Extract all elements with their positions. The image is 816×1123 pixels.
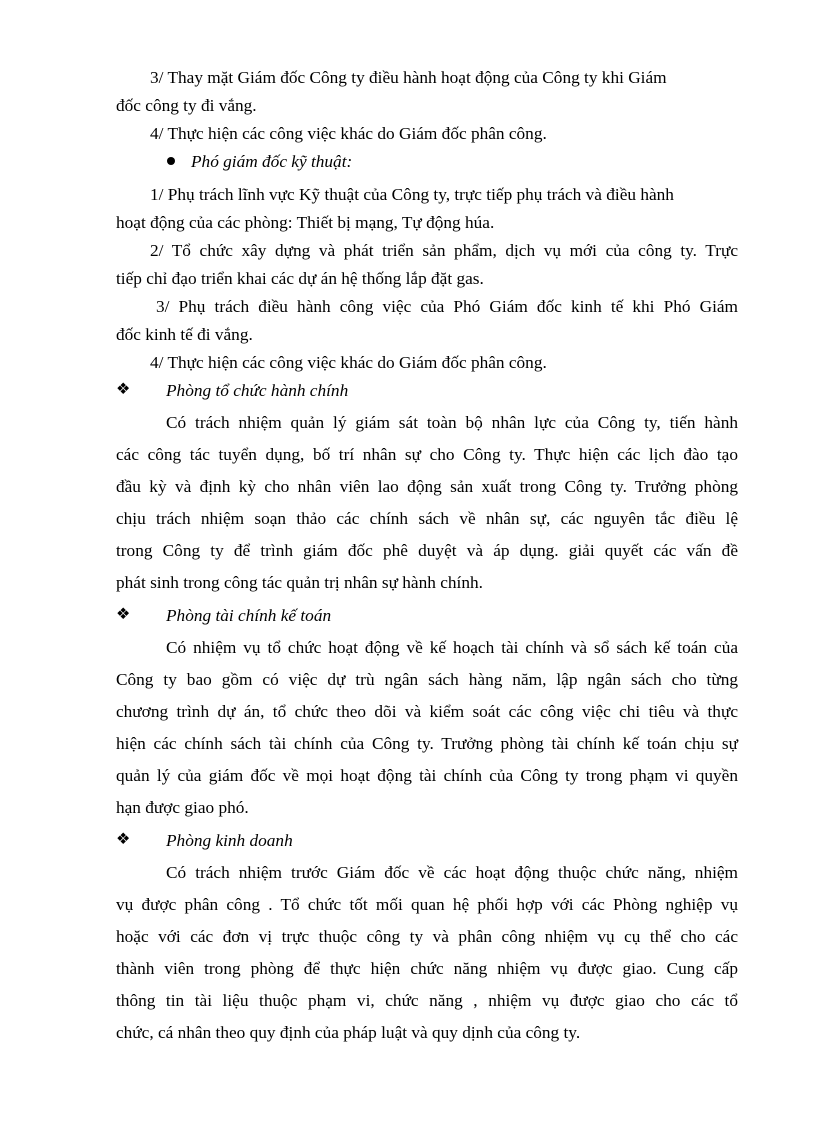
- business-dept-line-3: hoặc với các đơn vị trực thuộc công ty và phân công nhiệm vụ cụ thể cho các: [116, 927, 738, 946]
- technical-vp-item-4: 4/ Thực hiện các công việc khác do Giám đốc phân công.: [150, 353, 547, 372]
- technical-vp-item-3-line-2: đốc kinh tế đi vắng.: [116, 325, 253, 344]
- business-dept-line-1: Có trách nhiệm trước Giám đốc về các hoạt động thuộc chức năng, nhiệm: [166, 863, 738, 882]
- diamond-bullet-icon: ❖: [116, 606, 131, 623]
- technical-vp-item-1-line-2: hoạt động của các phòng: Thiết bị mạng, Tự động húa.: [116, 213, 495, 232]
- finance-dept-line-5: quản lý của giám đốc về mọi hoạt động tài chính của Công ty trong phạm vi quyền: [116, 766, 738, 785]
- technical-vp-item-3-line-1: 3/ Phụ trách điều hành công việc của Phó Giám đốc kinh tế khi Phó Giám: [156, 297, 738, 316]
- technical-vp-heading: Phó giám đốc kỹ thuật:: [191, 152, 353, 171]
- finance-dept-line-6: hạn được giao phó.: [116, 798, 249, 817]
- hr-dept-line-1: Có trách nhiệm quản lý giám sát toàn bộ nhân lực của Công ty, tiến hành: [166, 413, 738, 432]
- intro-item-3-line-1: 3/ Thay mặt Giám đốc Công ty điều hành hoạt động của Công ty khi Giám: [150, 68, 667, 87]
- intro-item-4: 4/ Thực hiện các công việc khác do Giám đốc phân công.: [150, 124, 547, 143]
- finance-dept-heading: Phòng tài chính kế toán: [166, 606, 332, 625]
- diamond-bullet-icon: ❖: [116, 831, 131, 848]
- hr-dept-line-6: phát sinh trong công tác quản trị nhân sự hành chính.: [116, 573, 483, 592]
- finance-dept-line-4: hiện các chính sách tài chính của Công ty. Trưởng phòng tài chính kế toán chịu sự: [116, 734, 738, 753]
- hr-dept-line-4: chịu trách nhiệm soạn thảo các chính sách về nhân sự, các nguyên tắc điều lệ: [116, 509, 738, 528]
- business-dept-line-4: thành viên trong phòng để thực hiện chức năng nhiệm vụ được giao. Cung cấp: [116, 959, 738, 978]
- business-dept-line-5: thông tin tài liệu thuộc phạm vi, chức năng , nhiệm vụ được giao cho các tổ: [116, 991, 738, 1010]
- technical-vp-item-2-line-2: tiếp chỉ đạo triển khai các dự án hệ thống lắp đặt gas.: [116, 269, 484, 288]
- diamond-bullet-icon: ❖: [116, 381, 131, 398]
- hr-dept-heading: Phòng tổ chức hành chính: [166, 381, 349, 400]
- business-dept-heading: Phòng kinh doanh: [166, 831, 293, 850]
- finance-dept-line-1: Có nhiệm vụ tổ chức hoạt động về kế hoạch tài chính và sổ sách kế toán của: [166, 638, 738, 657]
- hr-dept-line-5: trong Công ty để trình giám đốc phê duyệt và áp dụng. giải quyết các vấn đề: [116, 541, 738, 560]
- finance-dept-line-2: Công ty bao gồm có việc dự trù ngân sách hàng năm, lập ngân sách cho từng: [116, 670, 738, 689]
- business-dept-line-2: vụ được phân công . Tổ chức tốt mối quan hệ phối hợp với các Phòng nghiệp vụ: [116, 895, 738, 914]
- finance-dept-line-3: chương trình dự án, tổ chức theo dõi và kiểm soát các công việc chi tiêu và thực: [116, 702, 738, 721]
- business-dept-line-6: chức, cá nhân theo quy định của pháp luật và quy dịnh của công ty.: [116, 1023, 581, 1042]
- hr-dept-line-2: các công tác tuyển dụng, bố trí nhân sự cho Công ty. Thực hiện các lịch đào tạo: [116, 445, 738, 464]
- technical-vp-item-1-line-1: 1/ Phụ trách lĩnh vực Kỹ thuật của Công ty, trực tiếp phụ trách và điều hành: [150, 185, 674, 204]
- technical-vp-item-2-line-1: 2/ Tổ chức xây dựng và phát triển sản phẩm, dịch vụ mới của công ty. Trực: [150, 241, 738, 260]
- bullet-dot-icon: [167, 157, 175, 165]
- hr-dept-line-3: đầu kỳ và định kỳ cho nhân viên lao động sản xuất trong Công ty. Trưởng phòng: [116, 477, 738, 496]
- intro-item-3-line-2: đốc công ty đi vắng.: [116, 96, 257, 115]
